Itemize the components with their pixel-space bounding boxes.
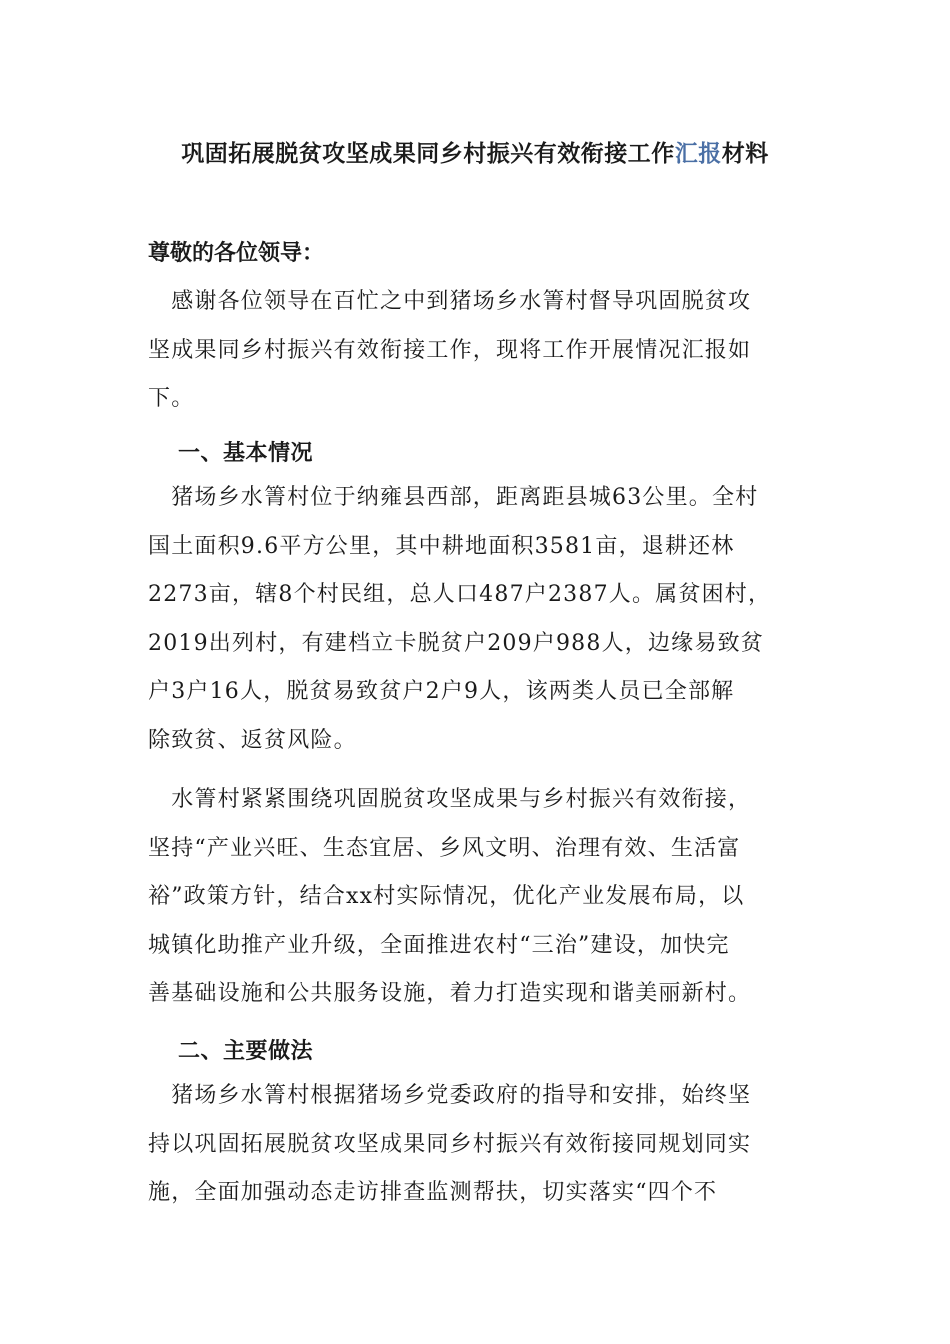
intro-paragraph bbox=[148, 278, 808, 424]
title-highlight: 汇报 bbox=[674, 140, 722, 167]
paragraph-line: 水箐村紧紧围绕巩固脱贫攻坚成果与乡村振兴有效衔接， bbox=[148, 787, 752, 812]
paragraph-line: 裕”政策方针，结合xx村实际情况，优化产业发展布局，以 bbox=[148, 884, 745, 909]
section-heading-basic: 一、基本情况 bbox=[178, 440, 314, 466]
paragraph-line: 下。 bbox=[148, 386, 195, 411]
paragraph-line: 2019出列村，有建档立卡脱贫户209户988人，边缘易致贫 bbox=[148, 630, 764, 656]
paragraph-line: 猪场乡水箐村根据猪场乡党委政府的指导和安排，始终坚 bbox=[148, 1083, 752, 1108]
section2-paragraph-1 bbox=[148, 1072, 808, 1218]
paragraph-line: 善基础设施和公共服务设施，着力打造实现和谐美丽新村。 bbox=[148, 981, 752, 1006]
paragraph-line: 猪场乡水箐村位于纳雍县西部，距离距县城63公里。全村 bbox=[148, 485, 759, 510]
paragraph-line: 感谢各位领导在百忙之中到猪场乡水箐村督导巩固脱贫攻 bbox=[148, 289, 752, 314]
paragraph-line: 国土面积9.6平方公里，其中耕地面积3581亩，退耕还林 bbox=[148, 533, 735, 559]
paragraph-line: 户3户16人，脱贫易致贫户2户9人，该两类人员已全部解 bbox=[148, 679, 735, 704]
paragraph-line: 2273亩，辖8个村民组，总人口487户2387人。属贫困村， bbox=[148, 582, 772, 607]
paragraph-line: 除致贫、返贫风险。 bbox=[148, 727, 357, 753]
paragraph-line: 坚持“产业兴旺、生态宜居、乡风文明、治理有效、生活富 bbox=[148, 835, 741, 861]
paragraph-line: 施，全面加强动态走访排查监测帮扶，切实落实“四个不 bbox=[148, 1180, 718, 1205]
title-suffix: 材料 bbox=[721, 140, 769, 167]
paragraph-line: 坚成果同乡村振兴有效衔接工作，现将工作开展情况汇报如 bbox=[148, 337, 752, 363]
paragraph-line: 城镇化助推产业升级，全面推进农村“三治”建设，加快完 bbox=[148, 932, 730, 958]
salutation: 尊敬的各位领导： bbox=[148, 240, 325, 266]
section1-paragraph-1 bbox=[148, 474, 808, 765]
paragraph-line: 持以巩固拓展脱贫攻坚成果同乡村振兴有效衔接同规划同实 bbox=[148, 1131, 752, 1157]
section-heading-main-practices: 二、主要做法 bbox=[178, 1038, 314, 1064]
title-text: 巩固拓展脱贫攻坚成果同乡村振兴有效衔接工作 bbox=[181, 140, 675, 167]
section1-paragraph-2 bbox=[148, 776, 808, 1019]
document-title bbox=[0, 135, 950, 168]
